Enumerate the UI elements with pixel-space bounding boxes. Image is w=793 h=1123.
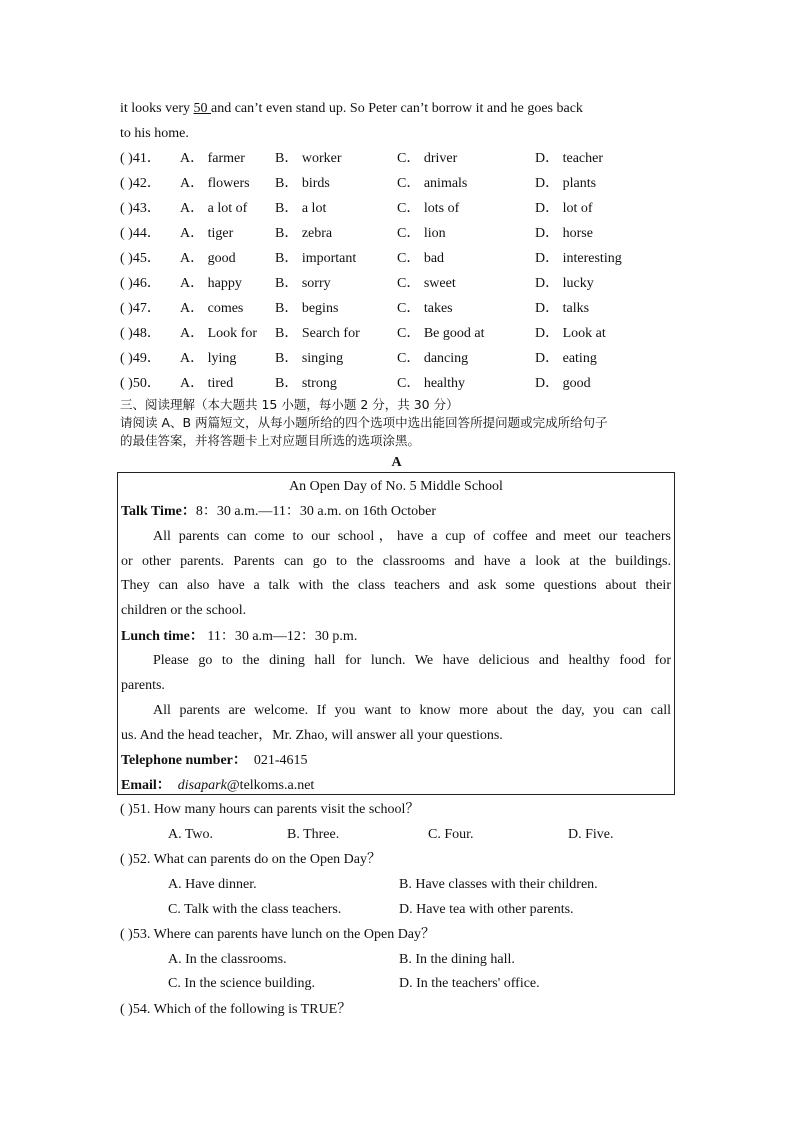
option-c[interactable]: C． dancing [397, 351, 469, 366]
question-46 [120, 271, 680, 296]
q53-option-c[interactable]: C. In the science building. [168, 976, 315, 991]
telephone-label: Telephone number： [121, 753, 247, 768]
option-a[interactable]: A． Look for [180, 326, 257, 341]
option-c[interactable]: C． lion [397, 226, 446, 241]
talk-time-label: Talk Time： [121, 504, 196, 519]
option-d[interactable]: D． interesting [535, 251, 622, 266]
question-43 [120, 196, 680, 221]
q51-option-d[interactable]: D. Five. [568, 827, 614, 842]
option-c[interactable]: C． Be good at [397, 326, 485, 341]
option-a[interactable]: A． happy [180, 276, 242, 291]
notice-paragraph-2-line-2: parents. [121, 678, 165, 693]
option-c[interactable]: C． driver [397, 151, 458, 166]
option-b[interactable]: B． a lot [275, 201, 327, 216]
q51-option-a[interactable]: A. Two. [168, 827, 214, 842]
passage-line-1 [120, 96, 583, 121]
option-b[interactable]: B． strong [275, 376, 337, 391]
question-number[interactable]: ( )50． [120, 376, 161, 391]
email-label: Email： [121, 778, 171, 793]
option-a[interactable]: A． flowers [180, 176, 250, 191]
email-line [121, 773, 314, 798]
option-d[interactable]: D． horse [535, 226, 593, 241]
option-d[interactable]: D． teacher [535, 151, 604, 166]
question-number[interactable]: ( )47． [120, 301, 161, 316]
question-44 [120, 221, 680, 246]
passage-line-2: to his home. [120, 126, 189, 141]
option-a[interactable]: A． a lot of [180, 201, 248, 216]
q53-option-b[interactable]: B. In the dining hall. [399, 952, 515, 967]
option-c[interactable]: C． sweet [397, 276, 456, 291]
q51-option-c[interactable]: C. Four. [428, 827, 474, 842]
section-instructions-1: 请阅读 A、B 两篇短文，从每小题所给的四个选项中选出能回答所提问题或完成所给句子 [120, 415, 608, 430]
notice-title: An Open Day of No. 5 Middle School [289, 479, 503, 494]
question-49 [120, 346, 680, 371]
email-domain: @telkoms.a.net [226, 778, 315, 793]
option-b[interactable]: B． zebra [275, 226, 333, 241]
q52-option-b[interactable]: B. Have classes with their children. [399, 877, 598, 892]
option-d[interactable]: D． plants [535, 176, 597, 191]
option-c[interactable]: C． bad [397, 251, 445, 266]
q51-option-b[interactable]: B. Three. [287, 827, 340, 842]
question-number[interactable]: ( )49． [120, 351, 161, 366]
talk-time-value: 8：30 a.m.—11：30 a.m. on 16th October [195, 504, 436, 519]
option-d[interactable]: D． lot of [535, 201, 593, 216]
option-a[interactable]: A． lying [180, 351, 237, 366]
email-user: disapark [177, 778, 227, 793]
question-51-stem[interactable]: ( )51. How many hours can parents visit the school？ [120, 802, 420, 817]
option-b[interactable]: B． worker [275, 151, 342, 166]
blank-50: 50 [193, 101, 211, 116]
passage-text: it looks very [120, 101, 194, 116]
question-47 [120, 296, 680, 321]
option-b[interactable]: B． singing [275, 351, 344, 366]
question-number[interactable]: ( )45． [120, 251, 161, 266]
question-42 [120, 171, 680, 196]
option-a[interactable]: A． comes [180, 301, 244, 316]
question-number[interactable]: ( )42． [120, 176, 161, 191]
question-52-stem[interactable]: ( )52. What can parents do on the Open Day？ [120, 852, 381, 867]
notice-paragraph-1-line-2: or other parents. Parents can go to the classrooms and have a look at the buildings. [121, 554, 671, 569]
option-c[interactable]: C． takes [397, 301, 453, 316]
option-a[interactable]: A． tired [180, 376, 234, 391]
option-b[interactable]: B． begins [275, 301, 339, 316]
telephone-value: 021-4615 [253, 753, 308, 768]
option-b[interactable]: B． important [275, 251, 357, 266]
notice-paragraph-1-line-4: children or the school. [121, 603, 247, 618]
notice-paragraph-1-line-1: All parents can come to our school，have a cup of coffee and meet our teachers [153, 529, 671, 544]
option-d[interactable]: D． eating [535, 351, 597, 366]
option-d[interactable]: D． lucky [535, 276, 594, 291]
section-instructions-2: 的最佳答案，并将答题卡上对应题目所选的选项涂黑。 [120, 433, 421, 448]
option-b[interactable]: B． birds [275, 176, 330, 191]
question-number[interactable]: ( )46． [120, 276, 161, 291]
notice-paragraph-3-line-1: All parents are welcome. If you want to know more about the day, you can call [153, 703, 671, 718]
notice-paragraph-1-line-3: They can also have a talk with the class teachers and ask some questions about their [121, 578, 671, 593]
lunch-time-line [121, 624, 357, 649]
q52-option-d[interactable]: D. Have tea with other parents. [399, 902, 574, 917]
option-a[interactable]: A． tiger [180, 226, 234, 241]
option-a[interactable]: A． good [180, 251, 236, 266]
option-a[interactable]: A． farmer [180, 151, 245, 166]
question-45 [120, 246, 680, 271]
notice-box [117, 472, 675, 795]
question-41 [120, 146, 680, 171]
section-heading: 三、阅读理解（本大题共 15 小题，每小题 2 分，共 30 分） [120, 397, 459, 412]
q53-option-a[interactable]: A. In the classrooms. [168, 952, 287, 967]
notice-paragraph-2-line-1: Please go to the dining hall for lunch. We have delicious and healthy food for [153, 653, 671, 668]
question-number[interactable]: ( )44． [120, 226, 161, 241]
question-number[interactable]: ( )48． [120, 326, 161, 341]
lunch-time-value: 11：30 a.m—12：30 p.m. [207, 629, 358, 644]
question-number[interactable]: ( )41． [120, 151, 161, 166]
notice-paragraph-3-line-2: us. And the head teacher，Mr. Zhao, will answer all your questions. [121, 728, 503, 743]
passage-text: and can’t even stand up. So Peter can’t borrow it and he goes back [211, 101, 583, 116]
question-53-stem[interactable]: ( )53. Where can parents have lunch on the Open Day？ [120, 927, 436, 942]
telephone-line [121, 748, 308, 773]
question-50 [120, 371, 680, 396]
q53-option-d[interactable]: D. In the teachers' office. [399, 976, 540, 991]
option-c[interactable]: C． lots of [397, 201, 460, 216]
question-48 [120, 321, 680, 346]
option-d[interactable]: D． talks [535, 301, 590, 316]
option-c[interactable]: C． animals [397, 176, 468, 191]
option-d[interactable]: D． Look at [535, 326, 606, 341]
option-b[interactable]: B． sorry [275, 276, 331, 291]
talk-time-line [121, 499, 436, 524]
question-54-stem[interactable]: ( )54. Which of the following is TRUE？ [120, 1002, 352, 1017]
q52-option-a[interactable]: A. Have dinner. [168, 877, 257, 892]
passage-label-a: A [391, 455, 402, 470]
option-b[interactable]: B． Search for [275, 326, 360, 341]
question-number[interactable]: ( )43． [120, 201, 161, 216]
q52-option-c[interactable]: C. Talk with the class teachers. [168, 902, 342, 917]
option-c[interactable]: C． healthy [397, 376, 466, 391]
lunch-time-label: Lunch time： [121, 629, 204, 644]
option-d[interactable]: D． good [535, 376, 591, 391]
